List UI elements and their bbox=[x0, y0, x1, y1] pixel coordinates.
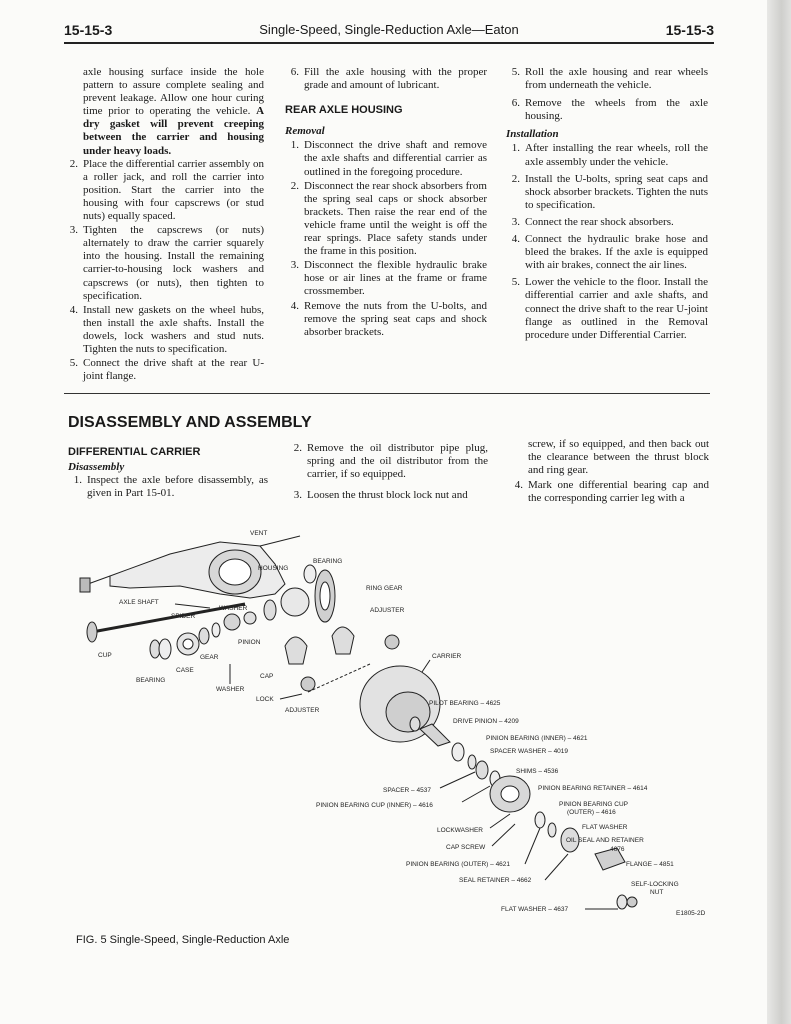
list-item: 2. Remove the oil distributor pipe plug, spring and the oil distributor from the carrier, if so equipped. bbox=[293, 442, 488, 481]
list-item: 1. After installing the rear wheels, roll the axle assembly under the vehicle. bbox=[511, 142, 708, 168]
diff-case-right bbox=[281, 588, 309, 616]
lockwasher-pointer bbox=[490, 814, 510, 828]
label-bearing-left: BEARING bbox=[136, 677, 166, 684]
label-carrier: CARRIER bbox=[432, 653, 462, 660]
step-list bbox=[288, 442, 488, 502]
step-list bbox=[64, 158, 264, 384]
chapter-heading: DISASSEMBLY AND ASSEMBLY bbox=[68, 414, 312, 431]
label-self-locking-nut: NUT bbox=[650, 889, 664, 896]
label-flat-washer: FLAT WASHER bbox=[582, 824, 628, 831]
label-adjuster-low: ADJUSTER bbox=[285, 707, 320, 714]
section-heading: DIFFERENTIAL CARRIER bbox=[68, 446, 201, 458]
label-seal-retainer: SEAL RETAINER – 4662 bbox=[459, 877, 532, 884]
list-item: 2. Place the differential carrier assembly on a roller jack, and roll the carrier into position. Start the carrier into the housing with four capscrews (or stud nuts) equally spaced. bbox=[69, 157, 264, 223]
step-list bbox=[509, 479, 709, 505]
list-item: 3. Tighten the capscrews (or nuts) alternately to draw the carrier squarely into the housing. Install the remaining carrier-to-housing lock washers and capscrews (or nuts), then tighten to specification. bbox=[69, 224, 264, 302]
diff-case-bore bbox=[183, 639, 193, 649]
bottom-column-2 bbox=[288, 442, 488, 503]
list-item: 3. Loosen the thrust block lock nut and bbox=[293, 489, 468, 502]
label-pilot-bearing: PILOT BEARING – 4625 bbox=[429, 700, 501, 707]
pinion-gear bbox=[244, 612, 256, 624]
bottom-column-3 bbox=[509, 438, 709, 506]
label-washer-top: WASHER bbox=[219, 605, 248, 612]
list-item: 3. Connect the rear shock absorbers. bbox=[511, 215, 674, 228]
housing-tube bbox=[88, 576, 110, 584]
label-cup: CUP bbox=[98, 652, 112, 659]
label-lock: LOCK bbox=[256, 696, 274, 703]
label-spacer: SPACER – 4537 bbox=[383, 787, 431, 794]
vent-pointer bbox=[260, 536, 300, 546]
label-lockwasher: LOCKWASHER bbox=[437, 827, 483, 834]
carrier-pointer bbox=[422, 660, 430, 672]
axle-shaft-pointer bbox=[175, 604, 210, 608]
subsection-heading: Installation bbox=[506, 128, 559, 141]
list-item: 6. Fill the axle housing with the proper grade and amount of lubricant. bbox=[290, 66, 487, 92]
subsection-heading: Disassembly bbox=[68, 461, 125, 474]
bearing-cap-left bbox=[285, 637, 307, 664]
subsection-heading: Removal bbox=[285, 125, 325, 138]
list-item: 5. Roll the axle housing and rear wheels from underneath the vehicle. bbox=[511, 66, 708, 92]
step-list bbox=[285, 139, 487, 338]
label-vent: VENT bbox=[250, 530, 268, 537]
spacer-washer bbox=[468, 755, 476, 769]
ring-gear-bore bbox=[320, 582, 330, 610]
label-oil-seal-num: 4676 bbox=[610, 846, 625, 853]
label-gear: GEAR bbox=[200, 654, 219, 661]
seal-retainer-pointer bbox=[545, 854, 568, 880]
spacer-pointer bbox=[440, 772, 475, 788]
section-heading: REAR AXLE HOUSING bbox=[285, 104, 403, 117]
label-adjuster-top: ADJUSTER bbox=[370, 607, 405, 614]
side-gear bbox=[199, 628, 209, 644]
list-item: 4. Connect the hydraulic brake hose and bleed the brakes. If the axle is equipped with air brakes, connect the air lines. bbox=[511, 233, 708, 272]
label-ring-gear: RING GEAR bbox=[366, 585, 403, 592]
label-pinion-bearing-cup-outer-num: (OUTER) – 4616 bbox=[567, 809, 616, 816]
thrust-washer bbox=[212, 623, 220, 637]
side-gear-right bbox=[264, 600, 276, 620]
list-item: 5. Lower the vehicle to the floor. Install the differential carrier and axle shafts, and connect the drive shaft to the rear U-joint flange as outlined in the Removal procedure under Differential Carrier. bbox=[511, 276, 708, 341]
label-flange: FLANGE – 4851 bbox=[626, 861, 674, 868]
label-housing: HOUSING bbox=[258, 565, 289, 572]
housing-flange bbox=[80, 578, 90, 592]
adjuster-right bbox=[385, 635, 399, 649]
label-pinion-bearing-retainer: PINION BEARING RETAINER – 4614 bbox=[538, 785, 648, 792]
bottom-column-1 bbox=[68, 446, 268, 501]
label-pinion-bearing-cup-outer: PINION BEARING CUP bbox=[559, 801, 628, 808]
section-divider bbox=[64, 393, 710, 394]
carrier-bore bbox=[386, 692, 430, 732]
label-pinion: PINION bbox=[238, 639, 261, 646]
page-number-left: 15-15-3 bbox=[64, 22, 113, 38]
continued-paragraph: axle housing surface inside the hole pattern to assure complete sealing and prevent leakage. Allow one hour curing time prior to operating the vehicle. A dry gasket will prevent creeping between the carrier and housing under heavy loads. bbox=[83, 66, 265, 157]
top-column-2 bbox=[285, 66, 487, 340]
label-spacer-washer: SPACER WASHER – 4019 bbox=[490, 748, 569, 755]
list-item: 4. Mark one differential bearing cap and the corresponding carrier leg with a bbox=[514, 479, 709, 505]
page-number-right: 15-15-3 bbox=[665, 22, 714, 38]
label-washer-low: WASHER bbox=[216, 686, 245, 693]
self-locking-nut bbox=[627, 897, 637, 907]
label-oil-seal: OIL SEAL AND RETAINER bbox=[566, 837, 644, 844]
label-pinion-bearing-outer: PINION BEARING (OUTER) – 4621 bbox=[406, 861, 511, 868]
label-shims: SHIMS – 4536 bbox=[516, 768, 559, 775]
retainer-bore bbox=[501, 786, 519, 802]
continued-paragraph: screw, if so equipped, and then back out the clearance between the thrust block and ring gear. bbox=[528, 438, 709, 477]
cup-inner-pointer bbox=[462, 786, 490, 802]
adjuster-leader bbox=[308, 664, 370, 692]
adjuster-left bbox=[301, 677, 315, 691]
list-item: 2. Install the U-bolts, spring seat caps and shock absorber brackets. Tighten the nuts to specification. bbox=[511, 172, 708, 211]
figure-caption: FIG. 5 Single-Speed, Single-Reduction Axle bbox=[76, 934, 290, 946]
step-list bbox=[285, 66, 487, 92]
top-column-3 bbox=[506, 66, 708, 343]
spacer bbox=[476, 761, 488, 779]
label-cap-screw: CAP SCREW bbox=[446, 844, 486, 851]
label-pinion-bearing-inner: PINION BEARING (INNER) – 4621 bbox=[486, 735, 588, 742]
list-item: 3. Disconnect the flexible hydraulic brake hose or air lines at the frame or frame crossmember. bbox=[290, 259, 487, 298]
flat-washer-outer bbox=[617, 895, 627, 909]
capscrew-pointer bbox=[492, 824, 515, 846]
list-item: 1. Disconnect the drive shaft and remove the axle shafts and differential carrier as outlined in the foregoing procedure. bbox=[290, 139, 487, 178]
bearing-left bbox=[159, 639, 171, 659]
housing-opening bbox=[219, 559, 251, 585]
label-bearing-top: BEARING bbox=[313, 558, 343, 565]
lock-pointer bbox=[280, 694, 302, 699]
bearing-cap-right bbox=[332, 627, 354, 654]
list-item: 5. Connect the drive shaft at the rear U-joint flange. bbox=[69, 357, 264, 383]
outer-bearing-pointer bbox=[525, 828, 540, 864]
header-title: Single-Speed, Single-Reduction Axle—Eaton bbox=[259, 22, 519, 37]
step-list bbox=[506, 66, 708, 123]
diagram-drawing bbox=[80, 536, 637, 909]
label-axle-shaft: AXLE SHAFT bbox=[119, 599, 159, 606]
label-case: CASE bbox=[176, 667, 194, 674]
header-rule bbox=[64, 42, 714, 44]
step-list bbox=[68, 474, 268, 500]
pinion-bearing-inner bbox=[452, 743, 464, 761]
label-spider: SPIDER bbox=[171, 613, 196, 620]
list-item: 4. Remove the nuts from the U-bolts, and remove the spring seat caps and shock absorber brackets. bbox=[290, 299, 487, 338]
pinion-bearing-outer bbox=[535, 812, 545, 828]
figure-code: E1805-2D bbox=[676, 910, 706, 917]
page-binding-edge bbox=[767, 0, 791, 1024]
exploded-axle-diagram bbox=[70, 524, 720, 924]
drive-pinion bbox=[420, 724, 450, 746]
label-flat-washer-outer: FLAT WASHER – 4637 bbox=[501, 906, 569, 913]
list-item: 2. Disconnect the rear shock absorbers from the spring seal caps or shock absorber brackets. Then raise the rear end of the vehicle frame until the weight is off the rear springs. Place safety stands under the frame in this position. bbox=[290, 179, 487, 258]
flat-washer bbox=[548, 823, 556, 837]
axle-shaft-flange bbox=[87, 622, 97, 642]
label-pinion-bearing-cup-inner: PINION BEARING CUP (INNER) – 4616 bbox=[316, 802, 433, 809]
list-item: 4. Install new gaskets on the wheel hubs, then install the axle shafts. Install the dowels, lock washers and stud nuts. Tighten the nuts to specification. bbox=[69, 303, 264, 355]
list-item: 6. Remove the wheels from the axle housing. bbox=[511, 97, 708, 123]
spider bbox=[224, 614, 240, 630]
pilot-bearing bbox=[410, 717, 420, 731]
label-self-locking: SELF-LOCKING bbox=[631, 881, 679, 888]
list-item: 1. Inspect the axle before disassembly, as given in Part 15-01. bbox=[73, 474, 268, 500]
bearing-right bbox=[304, 565, 316, 583]
step-list bbox=[506, 142, 708, 341]
page-header bbox=[64, 18, 714, 44]
top-column-1 bbox=[64, 66, 264, 384]
label-cap: CAP bbox=[260, 673, 274, 680]
label-drive-pinion: DRIVE PINION – 4209 bbox=[453, 718, 519, 725]
